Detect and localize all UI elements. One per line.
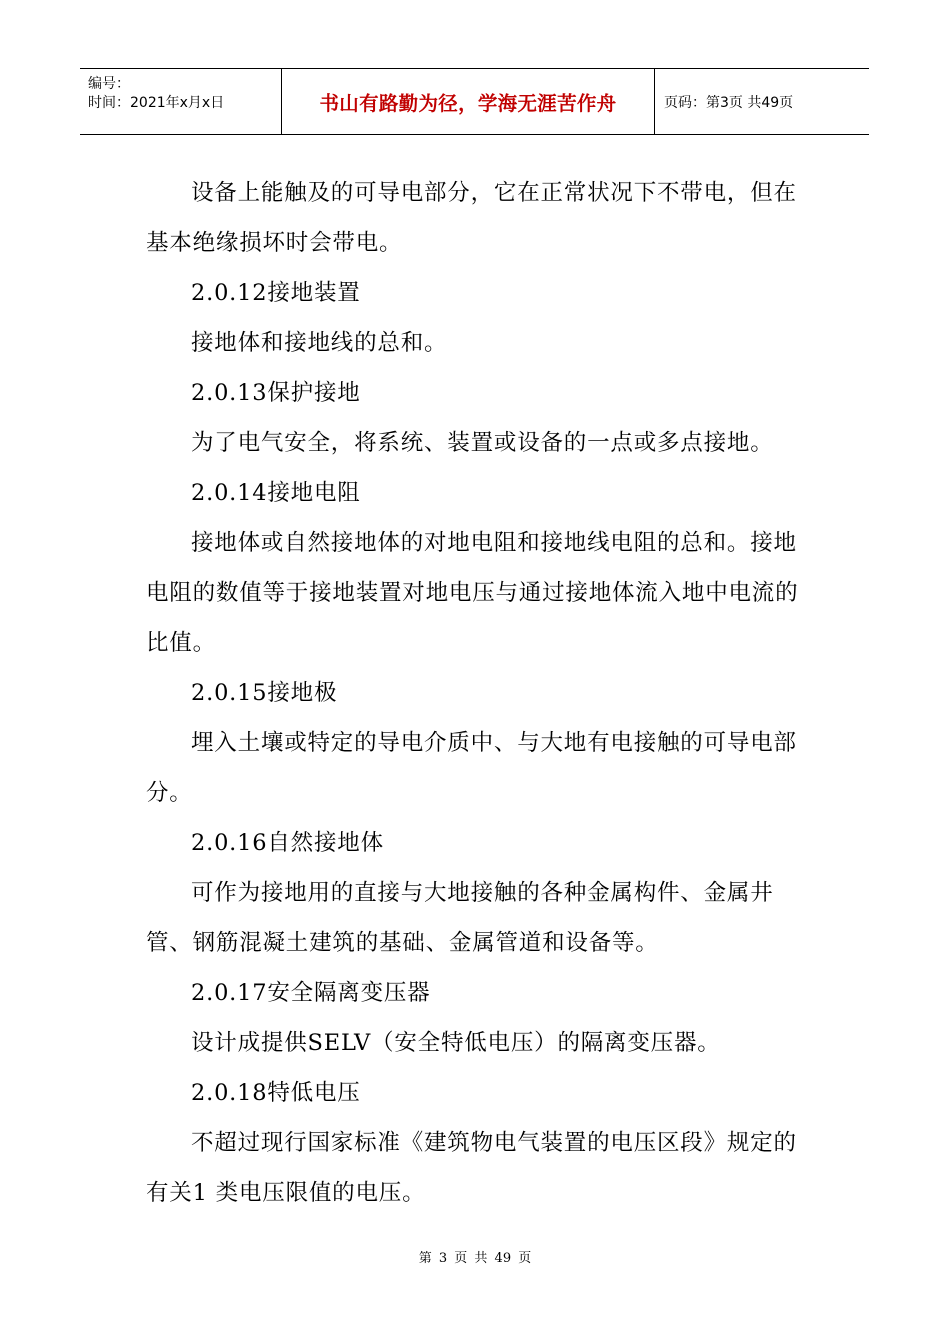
paragraph: 可作为接地用的直接与大地接触的各种金属构件、金属井管、钢筋混凝土建筑的基础、金属管道和设备等。 [146, 880, 774, 956]
paragraph: 不超过现行国家标准《建筑物电气装置的电压区段》规定的有关1 类电压限值的电压。 [146, 1130, 797, 1206]
paragraph: 设备上能触及的可导电部分，它在正常状况下不带电，但在基本绝缘损坏时会带电。 [146, 180, 797, 256]
header-page-cell [655, 69, 869, 134]
document-date-label: 时间：2021年x月x日 [88, 95, 225, 111]
header-motto: 书山有路勤为径，学海无涯苦作舟 [319, 91, 617, 115]
document-number-label: 编号： [88, 76, 130, 92]
section-heading: 2.0.16自然接地体 [191, 830, 384, 856]
paragraph: 接地体或自然接地体的对地电阻和接地线电阻的总和。接地电阻的数值等于接地装置对地电压与通过接地体流入地中电流的比值。 [146, 530, 799, 656]
section-heading: 2.0.17安全隔离变压器 [191, 980, 431, 1006]
section-heading: 2.0.13保护接地 [191, 380, 361, 406]
paragraph: 接地体和接地线的总和。 [191, 330, 448, 356]
section-heading: 2.0.15接地极 [191, 680, 338, 706]
page-footer [0, 1247, 950, 1266]
section-heading: 2.0.14接地电阻 [191, 480, 361, 506]
section-heading: 2.0.18特低电压 [191, 1080, 361, 1106]
document-body [146, 168, 806, 1218]
footer-page-number: 第 3 页 共 49 页 [418, 1251, 532, 1266]
header-page-info: 页码：第3页 共49页 [664, 94, 794, 111]
header-meta-cell [80, 69, 282, 134]
paragraph: 埋入土壤或特定的导电介质中、与大地有电接触的可导电部分。 [146, 730, 797, 806]
header-motto-cell [282, 69, 655, 134]
paragraph: 为了电气安全，将系统、装置或设备的一点或多点接地。 [191, 430, 774, 456]
paragraph: 设计成提供SELV（安全特低电压）的隔离变压器。 [191, 1030, 721, 1056]
document-header [80, 68, 869, 135]
section-heading: 2.0.12接地装置 [191, 280, 361, 306]
